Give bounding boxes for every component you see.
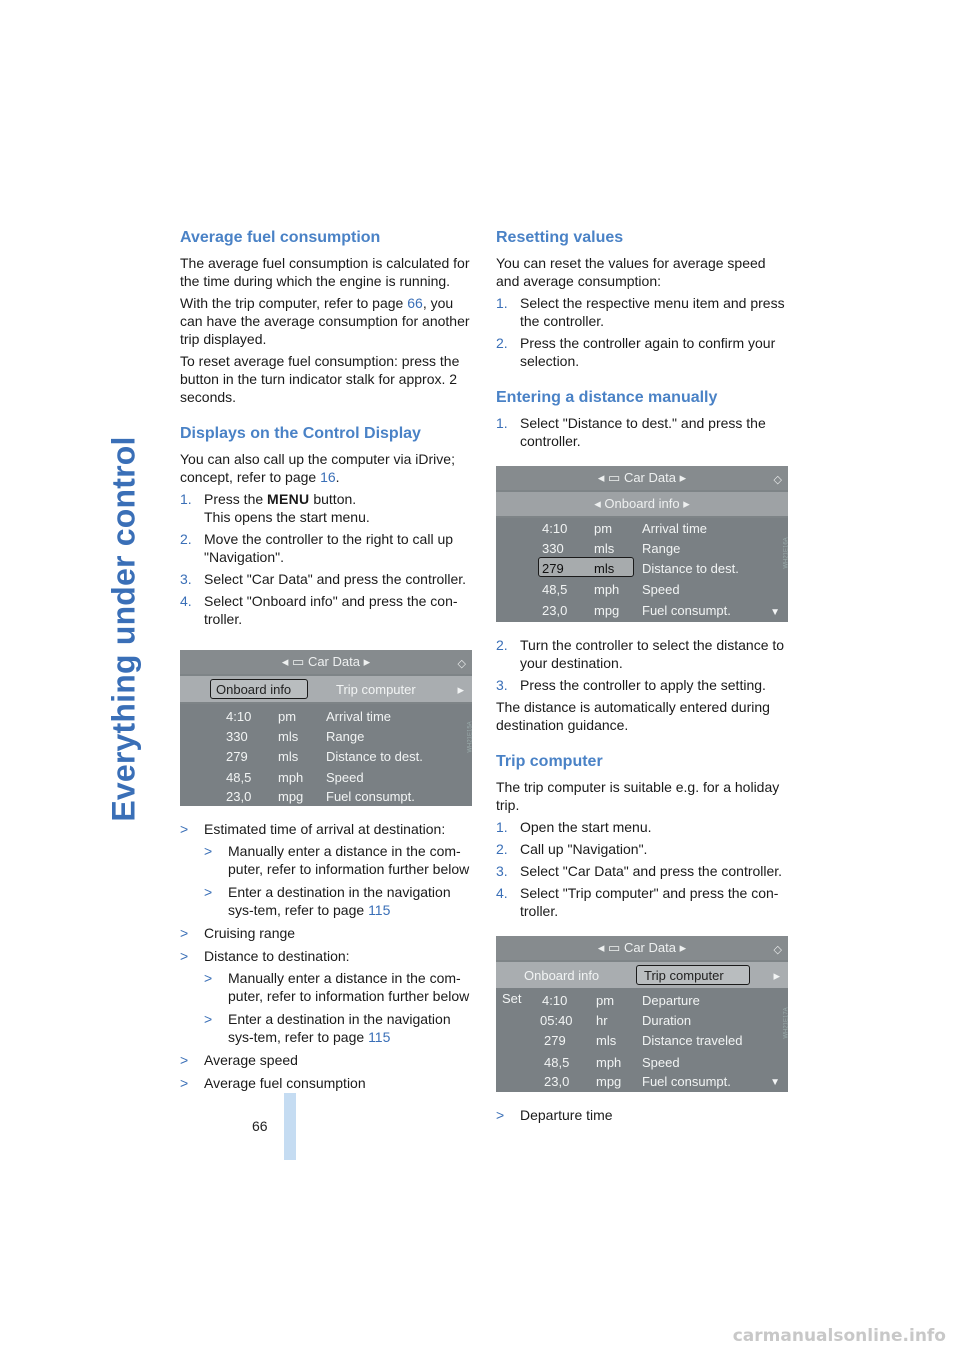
bullet-glyph: > (204, 970, 213, 986)
tab-trip-computer-label: Trip computer (644, 968, 724, 983)
row-value: 23,0 (226, 789, 252, 804)
bullet-glyph: > (496, 1107, 505, 1123)
step-item (496, 862, 792, 880)
text: . (335, 469, 340, 485)
screen-subtitle: Onboard info (604, 496, 680, 511)
step-item (496, 840, 792, 858)
heading-entering-distance: Entering a distance manually (496, 389, 718, 406)
figure-code: WH21E17A (783, 1007, 790, 1039)
step-number: 4. (496, 885, 508, 901)
compass-icon: ◇ (773, 474, 782, 486)
text: Select the respective menu item and press the controller. (520, 295, 785, 329)
arrow-left-icon: ◂ (597, 940, 609, 955)
row-value: 330 (226, 729, 248, 744)
row-unit: mpg (594, 603, 620, 618)
row-value: 48,5 (542, 582, 568, 597)
row-value: 4:10 (226, 709, 252, 724)
row-value: 330 (542, 541, 564, 556)
screen-tab-bar (180, 676, 472, 702)
row-unit: pm (278, 709, 297, 724)
row-unit: mls (596, 1033, 617, 1048)
screen-title-bar (180, 650, 472, 674)
bullet-item (496, 1106, 792, 1124)
row-unit: mls (278, 729, 299, 744)
bullet-item (204, 883, 472, 919)
row-unit: pm (596, 993, 615, 1008)
screen-title: Car Data (623, 470, 676, 485)
text: Distance to destination: (204, 948, 350, 964)
text: Manually enter a distance in the com-puter, refer to information further below (228, 970, 470, 1004)
monitor-icon: ▭ (608, 940, 624, 955)
text: Select "Car Data" and press the controller. (520, 863, 783, 879)
monitor-icon: ▭ (608, 470, 624, 485)
text: Enter a destination in the navigation sys-tem, refer to page (228, 884, 451, 918)
row-label: Fuel consumpt. (642, 1074, 731, 1089)
text: Open the start menu. (520, 819, 652, 835)
paragraph: You can reset the values for average speed and average consumption: (496, 255, 766, 289)
distance-screen (496, 466, 788, 622)
screen-data-rows (496, 518, 788, 622)
step-number: 1. (496, 819, 508, 835)
tab-trip-computer-label: Trip computer (336, 682, 416, 697)
steps-list (180, 490, 472, 628)
text: Estimated time of arrival at destination: (204, 821, 446, 837)
row-value: 23,0 (544, 1074, 570, 1089)
text: Average speed (204, 1052, 298, 1068)
set-label: Set (502, 991, 522, 1006)
row-label: Range (326, 729, 365, 744)
text: Select "Onboard info" and press the con-troller. (204, 593, 458, 627)
arrow-left-icon: ◂ (281, 654, 293, 669)
step-item (496, 636, 792, 672)
heading-average-fuel: Average fuel consumption (180, 229, 381, 246)
screen-title-bar (496, 936, 788, 960)
row-label: Arrival time (326, 709, 392, 724)
page-marker-bar (284, 1093, 296, 1160)
step-number: 2. (496, 841, 508, 857)
step-number: 3. (180, 571, 192, 587)
text: Press the controller again to confirm your selection. (520, 335, 776, 369)
text: Select "Trip computer" and press the con-troller. (520, 885, 779, 919)
step-number: 1. (496, 295, 508, 311)
step-item (496, 414, 792, 450)
step-number: 2. (180, 531, 192, 547)
text: Press the controller to apply the setting. (520, 677, 766, 693)
text: , you can have the average consumption for another trip displayed. (180, 295, 470, 347)
text: Move the controller to the right to call up "Navigation". (204, 531, 454, 565)
heading-control-display: Displays on the Control Display (180, 425, 421, 442)
bullet-item (180, 820, 472, 919)
arrow-right-icon: ▸ (675, 470, 687, 485)
screen-data-rows (496, 988, 788, 1092)
watermark: carmanualsonline.info (732, 1326, 946, 1346)
row-label: Departure (642, 993, 700, 1008)
step-number: 2. (496, 335, 508, 351)
bullet-item (180, 947, 472, 1046)
arrow-right-icon: ▸ (679, 496, 690, 511)
row-unit: mls (278, 749, 299, 764)
steps-list (496, 818, 792, 920)
compass-icon: ◇ (457, 658, 466, 670)
arrow-right-icon: ▸ (457, 682, 464, 697)
paragraph: The average fuel consumption is calculated for the time during which the engine is running. (180, 255, 470, 289)
paragraph: The trip computer is suitable e.g. for a holiday trip. (496, 779, 780, 813)
row-unit: mph (594, 582, 620, 597)
step-item (496, 884, 792, 920)
row-label: Arrival time (642, 521, 708, 536)
row-unit: pm (594, 521, 613, 536)
step-item (496, 334, 792, 370)
screen-title-bar (496, 466, 788, 490)
step-number: 3. (496, 677, 508, 693)
step-item (496, 294, 792, 330)
row-label: Speed (642, 582, 680, 597)
row-value: 279 (544, 1033, 566, 1048)
tab-onboard-info-label: Onboard info (216, 682, 292, 697)
row-value: 05:40 (540, 1013, 573, 1028)
bullet-glyph: > (204, 1011, 213, 1027)
tab-onboard-info-label: Onboard info (524, 968, 600, 983)
bullet-list (496, 1106, 792, 1124)
text: Select "Car Data" and press the controller. (204, 571, 467, 587)
row-unit: mph (278, 770, 304, 785)
row-unit: mpg (278, 789, 304, 804)
step-item (180, 570, 472, 588)
step-item (496, 818, 792, 836)
bullet-glyph: > (180, 1052, 189, 1068)
text: Average fuel consumption (204, 1075, 366, 1091)
page-link[interactable]: 115 (368, 902, 391, 918)
steps-list (496, 294, 792, 370)
menu-button-icon: MENU (267, 491, 310, 507)
trip-computer-screen (496, 936, 788, 1092)
row-unit: mls (594, 561, 615, 576)
row-value: 4:10 (542, 521, 568, 536)
text: Manually enter a distance in the com-puter, refer to information further below (228, 843, 470, 877)
row-label: Range (642, 541, 681, 556)
row-label: Speed (326, 770, 364, 785)
text: You can also call up the computer via iDrive; concept, refer to page (180, 451, 455, 485)
row-label: Distance traveled (642, 1033, 743, 1048)
step-number: 1. (180, 491, 192, 507)
row-label: Speed (642, 1055, 680, 1070)
heading-trip-computer: Trip computer (496, 753, 603, 770)
steps-list (496, 636, 792, 694)
bullet-glyph: > (204, 884, 213, 900)
figure-code: WH21E15A (467, 721, 474, 753)
paragraph: To reset average fuel consumption: press the button in the turn indicator stalk for approx. 2 seconds. (180, 353, 460, 405)
text: Departure time (520, 1107, 613, 1123)
row-unit: hr (596, 1013, 608, 1028)
row-value: 23,0 (542, 603, 568, 618)
monitor-icon: ▭ (292, 654, 308, 669)
arrow-right-icon: ▸ (773, 968, 780, 983)
step-number: 4. (180, 593, 192, 609)
page-link[interactable]: 66 (407, 295, 423, 311)
screen-title: Car Data (623, 940, 676, 955)
side-chapter-title (96, 228, 152, 1030)
scroll-down-icon: ▼ (770, 607, 780, 618)
page-number: 66 (252, 1118, 268, 1134)
text: Select "Distance to dest." and press the controller. (520, 415, 766, 449)
paragraph: The distance is automatically entered during destination guidance. (496, 699, 770, 733)
arrow-right-icon: ▸ (675, 940, 687, 955)
bullet-glyph: > (180, 948, 189, 964)
step-item (180, 530, 472, 566)
screen-title: Car Data (307, 654, 360, 669)
step-item (180, 490, 472, 526)
bullet-glyph: > (204, 843, 213, 859)
page-link[interactable]: 16 (320, 469, 336, 485)
bullet-item (204, 1010, 472, 1046)
text: With the trip computer, refer to page (180, 295, 408, 311)
text: Turn the controller to select the distance to your destination. (520, 637, 785, 671)
bullet-glyph: > (180, 1075, 189, 1091)
step-item (496, 676, 792, 694)
control-display-screen (180, 650, 472, 806)
step-number: 3. (496, 863, 508, 879)
bullet-item (204, 842, 472, 878)
screen-sub-bar (496, 492, 788, 516)
paragraph (180, 294, 472, 348)
right-column (496, 228, 792, 1129)
row-unit: mph (596, 1055, 622, 1070)
text: Press the (204, 491, 268, 507)
screen-data-rows (180, 704, 472, 806)
bullet-item (180, 1051, 472, 1069)
row-value: 4:10 (542, 993, 568, 1008)
side-chapter-title-text: Everything under control (105, 436, 142, 822)
row-label: Fuel consumpt. (326, 789, 415, 804)
bullet-glyph: > (180, 925, 189, 941)
row-unit: mls (594, 541, 615, 556)
bullet-list (180, 820, 472, 1092)
text: Call up "Navigation". (520, 841, 648, 857)
bullet-item (204, 969, 472, 1005)
arrow-left-icon: ◂ (594, 496, 605, 511)
screen-tab-bar (496, 962, 788, 988)
left-column (180, 228, 472, 1097)
step-number: 2. (496, 637, 508, 653)
row-label: Duration (642, 1013, 692, 1028)
row-value: 48,5 (226, 770, 252, 785)
row-label: Distance to dest. (326, 749, 423, 764)
bullet-item (180, 924, 472, 942)
text: Cruising range (204, 925, 296, 941)
row-label: Fuel consumpt. (642, 603, 731, 618)
row-unit: mpg (596, 1074, 622, 1089)
bullet-glyph: > (180, 821, 189, 837)
arrow-left-icon: ◂ (597, 470, 609, 485)
paragraph (180, 450, 472, 486)
row-value: 279 (542, 561, 564, 576)
row-value: 48,5 (544, 1055, 570, 1070)
row-label: Distance to dest. (642, 561, 739, 576)
page-link[interactable]: 115 (368, 1029, 391, 1045)
step-item (180, 592, 472, 628)
scroll-down-icon: ▼ (770, 1077, 780, 1088)
bullet-item (180, 1074, 472, 1092)
compass-icon: ◇ (773, 944, 782, 956)
text: button. (309, 491, 357, 507)
steps-list (496, 414, 792, 450)
arrow-right-icon: ▸ (359, 654, 371, 669)
step-number: 1. (496, 415, 508, 431)
heading-resetting-values: Resetting values (496, 229, 624, 246)
text: This opens the start menu. (204, 509, 370, 525)
figure-code: WH21E16A (783, 537, 790, 569)
text: Enter a destination in the navigation sys-tem, refer to page (228, 1011, 451, 1045)
row-value: 279 (226, 749, 248, 764)
